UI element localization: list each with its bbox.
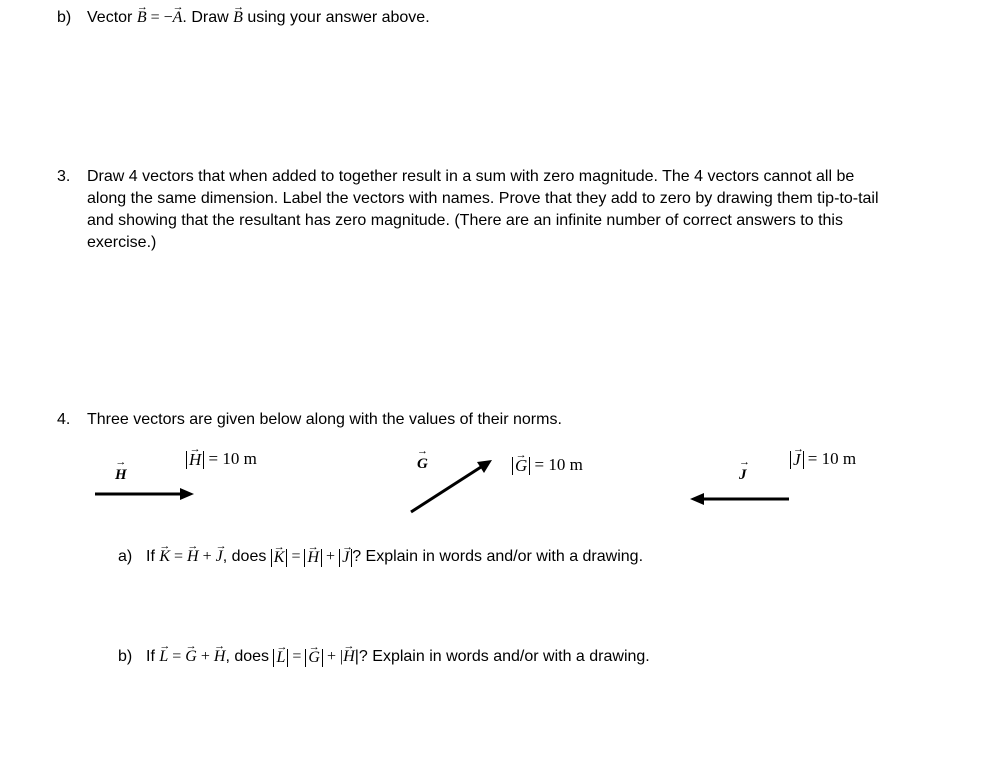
part-a-plus1: + xyxy=(198,548,216,565)
part-b-l: → L xyxy=(159,646,168,668)
part-b-norm-h: → H xyxy=(343,646,355,668)
q4-text: Three vectors are given below along with the values of their norms. xyxy=(87,411,562,428)
part-b-eq2: = xyxy=(288,648,306,665)
q3-line-4: exercise.) xyxy=(87,234,157,251)
part-a-j: → J xyxy=(216,546,223,568)
prev-part-b-suffix: using your answer above. xyxy=(242,9,430,26)
part-b-suffix: |? Explain in words and/or with a drawing. xyxy=(354,648,650,665)
q4-number: 4. xyxy=(57,411,71,428)
prev-part-b-mid: . Draw xyxy=(182,9,234,26)
part-a-plus2: + xyxy=(322,548,340,565)
q3-line-3: and showing that the resultant has zero magnitude. (There are an infinite number of correct answers to this xyxy=(87,212,843,229)
part-a-does: , does xyxy=(222,548,271,565)
part-a-label: a) xyxy=(118,548,133,565)
part-b-eq1: = xyxy=(168,648,186,665)
q3-line-2: along the same dimension. Label the vectors with names. Prove that they add to zero by drawing them tip-to-tail xyxy=(87,190,879,207)
norm-j xyxy=(790,449,856,469)
part-a-norm-k: → K xyxy=(274,549,285,567)
equals-minus: = − xyxy=(146,9,173,26)
part-b-label: b) xyxy=(118,648,133,665)
part-a-eq1: = xyxy=(170,548,188,565)
part-a-norm-j: → J xyxy=(342,549,349,567)
vector-b: → B xyxy=(137,7,147,29)
part-b-g: → G xyxy=(185,646,197,668)
q4-part-b xyxy=(118,646,650,668)
vector-b-2: → B xyxy=(233,7,243,29)
part-b-prefix: If xyxy=(146,648,160,665)
part-b-norm-l: → L xyxy=(276,649,285,667)
prev-part-b-label: b) xyxy=(57,9,72,26)
part-b-does: , does xyxy=(225,648,274,665)
q3-line-1: Draw 4 vectors that when added to together result in a sum with zero magnitude. The 4 vectors cannot all be xyxy=(87,168,855,185)
part-a-k: → K xyxy=(159,546,170,568)
part-a-norm-h: → H xyxy=(307,549,319,567)
part-b-norm-g: → G xyxy=(308,649,320,667)
norm-g-value: = 10 m xyxy=(530,455,583,474)
part-a-h: → H xyxy=(187,546,199,568)
label-h-symbol: → H xyxy=(115,467,127,484)
prev-part-b-prefix: Vector xyxy=(87,9,137,26)
label-j-symbol: → J xyxy=(739,467,747,484)
norm-j-value: = 10 m xyxy=(803,449,857,468)
part-a-suffix: ? Explain in words and/or with a drawing. xyxy=(352,548,644,565)
norm-h-symbol: → H xyxy=(189,451,201,469)
q3-number: 3. xyxy=(57,168,71,185)
part-b-plus2: + | xyxy=(322,648,344,665)
part-a-prefix: If xyxy=(146,548,160,565)
part-a-eq2: = xyxy=(287,548,305,565)
label-g-symbol: → G xyxy=(417,456,428,473)
norm-g-symbol: → G xyxy=(515,457,527,475)
vector-a: → A xyxy=(173,7,183,29)
q4-part-a xyxy=(118,546,643,568)
norm-j-symbol: → J xyxy=(793,451,801,469)
part-b-plus1: + xyxy=(196,648,214,665)
norm-h-value: = 10 m xyxy=(204,449,257,468)
part-b-h: → H xyxy=(214,646,226,668)
